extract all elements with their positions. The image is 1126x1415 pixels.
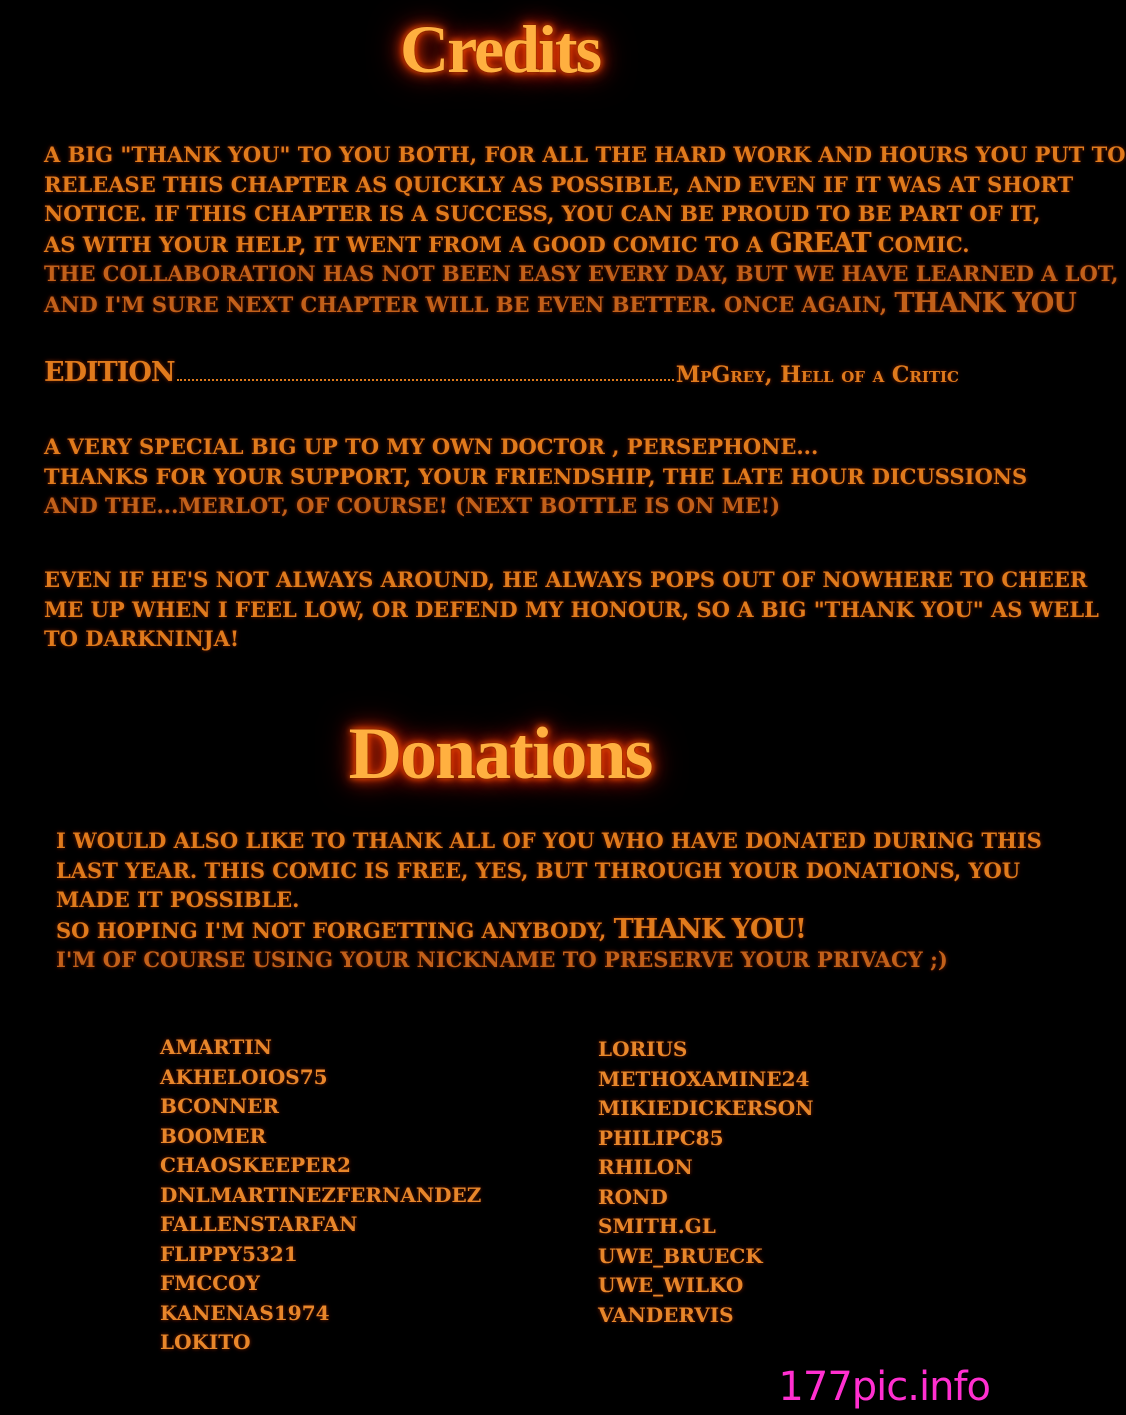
- donor-name: UWE_BRUECK: [598, 1243, 763, 1268]
- paragraph-line: [56, 915, 986, 946]
- donor-name: ROND: [598, 1184, 668, 1209]
- donor-list-right: [598, 1035, 814, 1330]
- donor-name: RHILON: [598, 1155, 693, 1179]
- donor-name: BCONNER: [160, 1094, 280, 1118]
- paragraph-line: I WOULD ALSO LIKE TO THANK ALL OF YOU WHO HAVE DONATED DURING THIS: [56, 828, 1042, 853]
- donations-title: Donations: [348, 713, 652, 795]
- doctor-thanks-paragraph: [44, 432, 1028, 521]
- donor-name: PHILIPC85: [598, 1125, 724, 1150]
- paragraph-line: NOTICE. IF THIS CHAPTER IS A SUCCESS, YOU CAN BE PROUD TO BE PART OF IT,: [44, 201, 1041, 227]
- donor-name: FALLENSTARFAN: [160, 1212, 358, 1236]
- donor-name: AKHELOIOS75: [160, 1064, 328, 1089]
- donor-name: MIKIEDICKERSON: [598, 1096, 814, 1120]
- paragraph-line: THANKS FOR YOUR SUPPORT, YOUR FRIENDSHIP, THE LATE HOUR DICUSSIONS: [44, 463, 1028, 489]
- great-emphasis: GREAT: [769, 227, 871, 259]
- paragraph-text: SO HOPING I'M NOT FORGETTING ANYBODY,: [56, 917, 614, 943]
- donor-name: AMARTIN: [160, 1035, 272, 1059]
- paragraph-line: AND THE...MERLOT, OF COURSE! (NEXT BOTTLE IS ON ME!): [44, 493, 781, 519]
- dotted-leader: [177, 378, 674, 381]
- donor-name: KANENAS1974: [160, 1300, 330, 1325]
- donor-name: BOOMER: [160, 1123, 267, 1148]
- paragraph-line: EVEN IF HE'S NOT ALWAYS AROUND, HE ALWAYS POPS OUT OF NOWHERE TO CHEER: [44, 567, 1088, 592]
- paragraph-text: COMIC.: [870, 231, 970, 257]
- edition-credit-name: MpGrey, Hell of a Critic: [675, 362, 959, 388]
- donor-name: SMITH.GL: [598, 1214, 716, 1238]
- donor-name: CHAOSKEEPER2: [160, 1153, 351, 1177]
- edition-label: EDITION: [44, 357, 175, 388]
- donor-name: FMCCOY: [160, 1271, 260, 1295]
- paragraph-line: A BIG "THANK YOU" TO YOU BOTH, FOR ALL THE HARD WORK AND HOURS YOU PUT TO: [44, 142, 1126, 167]
- paragraph-line: A VERY SPECIAL BIG UP TO MY OWN DOCTOR , PERSEPHONE...: [44, 434, 819, 459]
- credits-title: Credits: [399, 11, 601, 87]
- donor-name: UWE_WILKO: [598, 1273, 744, 1297]
- donor-name: DNLMARTINEZFERNANDEZ: [160, 1182, 482, 1207]
- thank-you-emphasis: THANK YOU!: [613, 913, 806, 945]
- thank-you-paragraph: [44, 140, 1126, 320]
- thank-you-emphasis: THANK YOU: [894, 287, 1076, 319]
- paragraph-line: I'M OF COURSE USING YOUR NICKNAME TO PRESERVE YOUR PRIVACY ;): [56, 947, 948, 973]
- donor-name: LOKITO: [160, 1330, 251, 1354]
- paragraph-line: TO DARKNINJA!: [44, 626, 240, 652]
- paragraph-line: ME UP WHEN I FEEL LOW, OR DEFEND MY HONOUR, SO A BIG "THANK YOU" AS WELL: [44, 596, 1099, 622]
- edition-credit-row: [44, 352, 959, 388]
- darkninja-thanks-paragraph: [44, 565, 1099, 654]
- paragraph-line: [44, 229, 974, 260]
- donor-name: LORIUS: [598, 1037, 688, 1061]
- donor-name: VANDERVIS: [598, 1302, 734, 1327]
- donor-list-left: [160, 1033, 481, 1358]
- paragraph-text: AS WITH YOUR HELP, IT WENT FROM A GOOD COMIC TO A: [44, 231, 770, 257]
- donor-name: METHOXAMINE24: [598, 1066, 810, 1091]
- paragraph-text: AND I'M SURE NEXT CHAPTER WILL BE EVEN BETTER. ONCE AGAIN,: [44, 291, 895, 317]
- site-watermark: 177pic.info: [778, 1364, 990, 1410]
- paragraph-line: [44, 287, 1076, 320]
- donations-paragraph: [56, 826, 1042, 975]
- paragraph-line: RELEASE THIS CHAPTER AS QUICKLY AS POSSIBLE, AND EVEN IF IT WAS AT SHORT: [44, 171, 1074, 197]
- donor-name: FLIPPY5321: [160, 1241, 298, 1266]
- paragraph-line: THE COLLABORATION HAS NOT BEEN EASY EVERY DAY, BUT WE HAVE LEARNED A LOT,: [44, 261, 1119, 287]
- paragraph-line: LAST YEAR. THIS COMIC IS FREE, YES, BUT THROUGH YOUR DONATIONS, YOU: [56, 857, 1021, 883]
- paragraph-line: MADE IT POSSIBLE.: [56, 887, 300, 913]
